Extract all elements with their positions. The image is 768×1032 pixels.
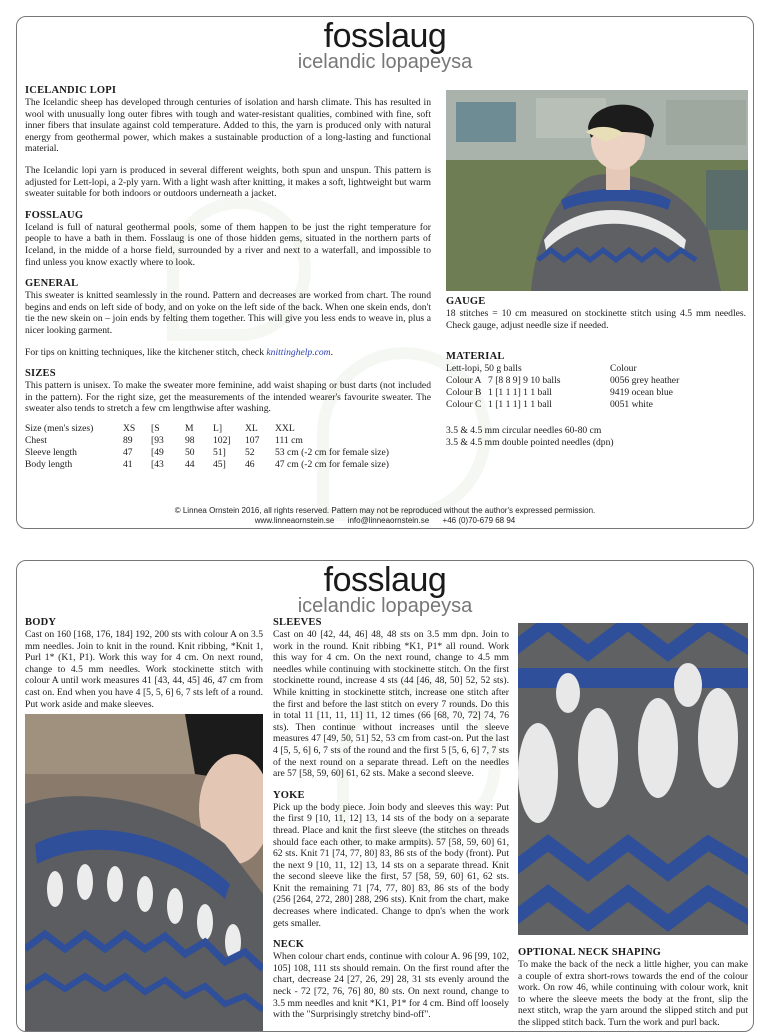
table-cell: XXL (275, 422, 295, 434)
table-row (446, 387, 679, 399)
knittinghelp-link[interactable]: knittinghelp.com (266, 346, 331, 358)
table-cell: 111 cm (275, 434, 303, 446)
yoke-back-illustration (25, 714, 263, 1032)
section-heading-yoke: YOKE (273, 789, 305, 801)
table-cell: 89 (123, 434, 133, 446)
page-title: fosslaug (323, 17, 447, 55)
size-table (25, 423, 389, 471)
table-cell: 1 [1 1 1] 1 1 ball (488, 387, 552, 399)
email-link[interactable]: info@linneaornstein.se (347, 516, 430, 525)
table-row (25, 435, 389, 447)
knit-closeup-photo (518, 623, 748, 935)
paragraph: To make the back of the neck a little higher, you can make a couple of extra short-rows towards the end of the colour work. On row 46, while continuing with colour work, knit to where the sleeve meets the body at the front, slip the next stitch, wrap the yarn around the slipped stitch and put the slipped stitch back. Turn the work and purl back. (518, 959, 748, 1028)
table-cell: 44 (185, 458, 195, 470)
right-column (446, 296, 746, 448)
section-heading-general: GENERAL (25, 278, 79, 290)
section-heading-body: BODY (25, 617, 57, 628)
paragraph: Cast on 160 [168, 176, 184] 192, 200 sts with colour A on 3.5 mm needles. Join to knit in the round. Knit ribbing, *Knit 1, Purl 1* (K1, P1). Work this way for 4 cm. On next round, change to 4.5 mm needles. Work stockinette stitch with colour A until work measures 41 [43, 44, 45] 46, 47 cm from cast on. End when you have 4 [5, 5, 6] 6, 7 sts left of a round. Put work aside and make sleeves. (25, 629, 263, 710)
material-table (446, 363, 679, 411)
pattern-page-2 (16, 560, 754, 1032)
paragraph: 18 stitches = 10 cm measured on stockinette stitch using 4.5 mm needles. Check gauge, adjust needle size if needed. (446, 308, 746, 331)
table-cell: 45] (213, 458, 226, 470)
tips-end: . (330, 346, 334, 358)
optional-neck-column (518, 947, 748, 1032)
left-column (25, 85, 431, 471)
table-cell: [43 (151, 458, 164, 470)
page-title: fosslaug (323, 561, 447, 599)
table-cell: XS (123, 422, 136, 434)
table-cell: Sleeve length (25, 446, 77, 458)
paragraph: The Icelandic lopi yarn is produced in several different weights, both spun and unspun. This pattern is adjusted for Lett-lopi, a 2-ply yarn. With a light wash after knitting, it makes a soft, lightweight but warm sweater suitable for both indoors or outdoors underneath a jacket. (25, 164, 431, 200)
paragraph: Iceland is full of natural geothermal pools, some of them happen to be just the right temperature for people to have a bath in them. Fosslaug is one of those hidden gems, situated in the northern parts of Iceland, in the midde of a horse field, surrounded by a river and next to a waterfall, and impossible to find unless you know exactly where to look. (25, 221, 431, 268)
table-row (25, 447, 389, 459)
page-subtitle: icelandic lopapeysa (297, 595, 473, 617)
table-cell: Size (men's sizes) (25, 422, 94, 434)
table-cell: 53 cm (-2 cm for female size) (275, 446, 390, 458)
paragraph: When colour chart ends, continue with colour A. 96 [99, 102, 105] 108, 111 sts should remain. On the first round after the chart, decrease 24 [27, 26, 29] 28, 31 sts evenly around the neck - 72 [72, 76, 76] 80, 80 sts. On next round, change to 3.5 mm needles and knit *K1, P1* for 4 cm. Bind off loosely with the "Surprisingly stretchy bind-off". (273, 951, 509, 1021)
section-heading-neck: NECK (273, 939, 305, 951)
table-cell: 51] (213, 446, 226, 458)
section-heading-gauge: GAUGE (446, 296, 486, 307)
table-cell: [49 (151, 446, 164, 458)
table-cell: 41 (123, 458, 133, 470)
paragraph: The Icelandic sheep has developed through centuries of isolation and harsh climate. This has resulted in wool with unusually long outer fibres with tough and water-resistant qualities, combined with fine, soft inner fibers that insulate against cold temperature. Added to this, the yarn is produced only with natural energy from geothermal power, which makes a sustainable production of a long-lasting and functional material. (25, 97, 431, 155)
contact-line (17, 516, 753, 526)
table-cell: 52 (245, 446, 255, 458)
size-table-header (25, 423, 389, 435)
table-cell: Colour A (446, 375, 482, 387)
table-cell: 0056 grey heather (610, 375, 680, 387)
page-title-block (17, 19, 753, 72)
phone-number: +46 (0)70-679 68 94 (442, 516, 516, 525)
knit-closeup-illustration (518, 623, 748, 935)
table-cell: Body length (25, 458, 73, 470)
section-heading-sleeves: SLEEVES (273, 617, 322, 628)
tips-text: For tips on knitting techniques, like the kitchener stitch, check (25, 346, 267, 358)
table-cell: L] (213, 422, 223, 434)
copyright-notice: © Linnea Ornstein 2016, all rights reserved. Pattern may not be reproduced without the author's expressed permission. (174, 506, 596, 515)
sleeves-yoke-neck-column (273, 617, 509, 1031)
table-cell: Colour C (446, 399, 482, 411)
table-cell: 47 (123, 446, 133, 458)
table-row (446, 375, 679, 387)
table-cell: 0051 white (610, 399, 653, 411)
table-cell: 47 cm (-2 cm for female size) (275, 458, 390, 470)
table-cell: Colour B (446, 387, 482, 399)
table-row (446, 363, 679, 375)
footer (17, 506, 753, 526)
table-cell: 9419 ocean blue (610, 387, 673, 399)
table-row (25, 459, 389, 471)
table-cell: 107 (245, 434, 260, 446)
table-cell: [S (151, 422, 160, 434)
model-photo (446, 90, 748, 291)
paragraph: Cast on 40 [42, 44, 46] 48, 48 sts on 3.5 mm dpn. Join to work in the round. Knit ribbing *K1, P1* all round. Work this way for 4 cm. On the next round, change to 4.5 mm needles while continuing with stockinette stitch. On the first stockinette round, increase 4 sts (44 [46, 48, 50] 52, 52 sts). While knitting in stockinette stitch, increase one stitch after the first and before the last stitch on every 7 rounds. Do this in total 11 [11, 11, 11] 11, 12 times (66 [68, 70, 72] 74, 76 sts). Then continue without increases until the sleeve measures 47 [49, 50, 51] 52, 53 cm from cast-on. Put the last 4 [5, 5, 6] 6, 7 sts of the round and the first 5 [5, 6, 6] 7, 7 sts of the next round on a separate thread. Left on the needles are 57 [58, 59, 60] 61, 62 sts. Make a second sleeve. (273, 629, 509, 780)
table-row (446, 399, 679, 411)
table-cell: 1 [1 1 1] 1 1 ball (488, 399, 552, 411)
table-cell: Chest (25, 434, 47, 446)
paragraph: This sweater is knitted seamlessly in the round. Pattern and decreases are worked from chart. The round begins and ends on left side of body, and on yoke on the left side of the back. When one skein ends, don't tie the new skein on – join ends by felting them together. This will give you less ends to weave in, plus a nicer looking garment. (25, 290, 431, 336)
paragraph: This pattern is unisex. To make the sweater more feminine, add waist shaping or bust darts (not included in the pattern). For the right size, get the measurements of the intended wearer's favourite sweater. The sweater also tends to stretch a few cm lengthwise after washing. (25, 380, 431, 415)
page-subtitle: icelandic lopapeysa (297, 51, 473, 73)
page-title-block (17, 563, 753, 616)
section-heading-fosslaug: FOSSLAUG (25, 209, 84, 221)
yoke-back-photo (25, 714, 263, 1032)
table-cell: Colour (610, 363, 637, 375)
needles-line: 3.5 & 4.5 mm double pointed needles (dpn) (446, 436, 614, 448)
section-heading-optional-neck-shaping: OPTIONAL NECK SHAPING (518, 947, 662, 958)
table-cell: 46 (245, 458, 255, 470)
body-column (25, 617, 263, 720)
table-cell: Lett-lopi, 50 g balls (446, 363, 522, 375)
table-cell: 7 [8 8 9] 9 10 balls (488, 375, 561, 387)
table-cell: XL (245, 422, 258, 434)
website-link[interactable]: www.linneaornstein.se (254, 516, 335, 525)
table-cell: 102] (213, 434, 231, 446)
section-heading-icelandic-lopi: ICELANDIC LOPI (25, 85, 117, 96)
table-cell: 50 (185, 446, 195, 458)
model-photo-illustration (446, 90, 748, 291)
table-cell: 98 (185, 434, 195, 446)
tips-paragraph (25, 347, 431, 359)
section-heading-material: MATERIAL (446, 351, 505, 363)
table-cell: M (185, 422, 194, 434)
pattern-page-1 (16, 16, 754, 529)
section-heading-sizes: SIZES (25, 368, 56, 380)
needles-line: 3.5 & 4.5 mm circular needles 60-80 cm (446, 425, 602, 437)
table-cell: [93 (151, 434, 164, 446)
paragraph: Pick up the body piece. Join body and sleeves this way: Put the first 9 [10, 11, 12] 13, 14 sts of the body on a separate thread. Place and knit the first sleeve (the stitches on threads should face each other, to make armpits). 57 [58, 59, 60] 61, 62 sts. Knit 71 [74, 77, 80] 83, 86 sts of the body (front). Put the next 9 [10, 11, 12] 13, 14 sts on a separate thread. Knit the second sleeve like the first, 57 [58, 59, 60] 61, 62 sts. Knit the remaining 71 [74, 77, 80] 83, 86 sts of the body (256 [264, 272, 280] 288, 296 sts). Knit from the chart, make decreases where indicated. Change to dpn's when the work gets smaller. (273, 801, 509, 929)
